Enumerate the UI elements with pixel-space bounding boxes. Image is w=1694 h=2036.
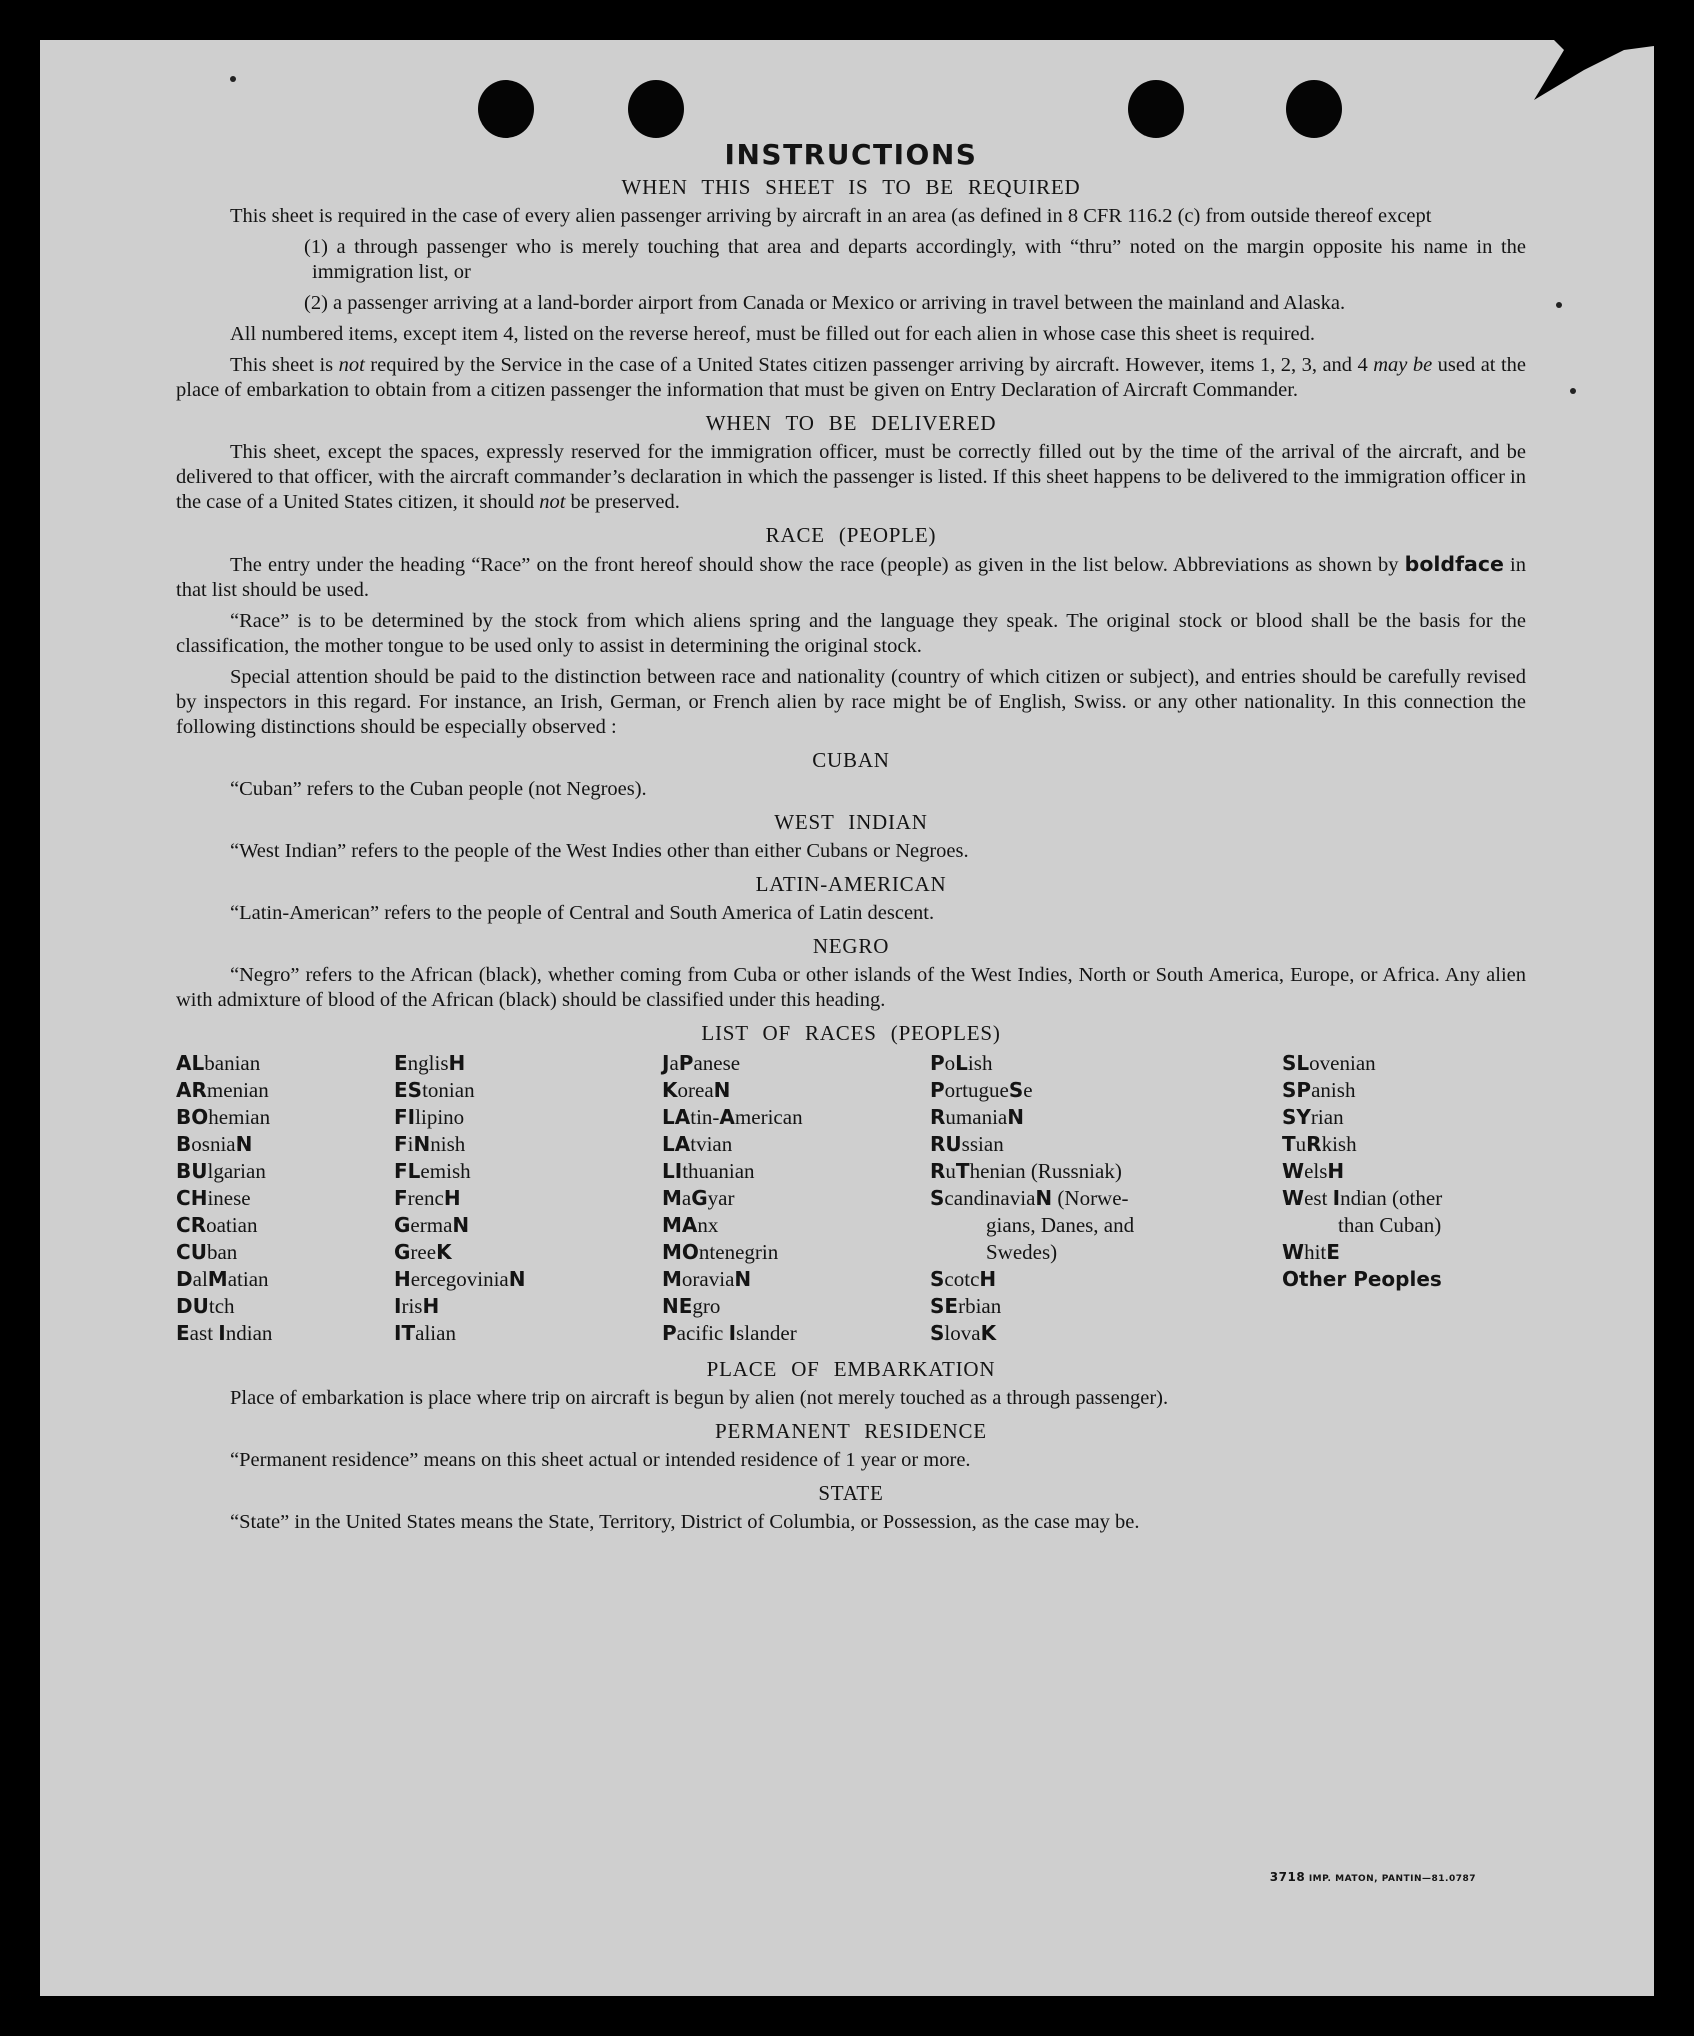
speck [1570, 388, 1576, 394]
printer-mark: IMP. MATON, PANTIN—81.0787 [1308, 1874, 1476, 1884]
list-item: (1) a through passenger who is merely touching that area and departs accordingly, with “thru” noted on the margin opposite his name in the immigration list, or [304, 236, 1526, 283]
list-item: (2) a passenger arriving at a land-border airport from Canada or Mexico or arriving in travel between the mainland and Alaska. [304, 292, 1346, 314]
race-entry: BOhemian [176, 1105, 271, 1129]
race-entry: MaGyar [662, 1186, 735, 1210]
race-entry: EStonian [394, 1078, 475, 1102]
heading-list-of-races: LIST OF RACES (PEOPLES) [701, 1021, 1001, 1045]
paragraph [176, 440, 1526, 515]
race-column [176, 1050, 394, 1347]
speck [1556, 302, 1562, 308]
race-entry: LAtin-American [662, 1105, 803, 1129]
race-entry: SErbian [930, 1294, 1002, 1318]
paragraph: All numbered items, except item 4, listed on the reverse hereof, must be filled out for each alien in whose case this sheet is required. [230, 323, 1316, 345]
race-entry: LIthuanian [662, 1159, 755, 1183]
speck [230, 76, 236, 82]
race-entry: than Cuban) [1338, 1213, 1442, 1237]
race-entry: MoraviaN [662, 1267, 752, 1291]
heading-cuban: CUBAN [812, 748, 890, 772]
bold-run: boldface [1404, 552, 1504, 576]
paragraph [176, 552, 1526, 603]
race-column [662, 1050, 930, 1347]
race-entry: ALbanian [176, 1051, 261, 1075]
race-entry: JaPanese [662, 1051, 741, 1075]
race-entry: ScotcH [930, 1267, 997, 1291]
paragraph: “West Indian” refers to the people of the West Indies other than either Cubans or Negroes. [230, 840, 969, 862]
heading-state: STATE [818, 1481, 884, 1505]
race-entry: RuThenian (Russniak) [930, 1159, 1122, 1183]
text-run: required by the Service in the case of a United States citizen passenger arriving by aircraft. However, items 1, 2, 3, and 4 [364, 354, 1374, 376]
race-entry: Pacific Islander [662, 1321, 797, 1345]
paragraph: “Negro” refers to the African (black), whether coming from Cuba or other islands of the West Indies, North or South America, Europe, or Africa. Any alien with admixture of blood of the African (black) should be classified under this heading. [176, 964, 1526, 1011]
race-entry: FIlipino [394, 1105, 465, 1129]
race-list [176, 1050, 1526, 1347]
race-entry: MAnx [662, 1213, 719, 1237]
race-entry: DalMatian [176, 1267, 269, 1291]
race-entry: Other Peoples [1282, 1267, 1442, 1291]
text-run: used at the place of embarkation to obtain from a citizen passenger the information that must be given on Entry Declaration of Aircraft Commander. [176, 354, 1526, 401]
heading-latin-american: LATIN-AMERICAN [755, 872, 947, 896]
document-sheet [40, 40, 1654, 1996]
text-run: This sheet, except the spaces, expressly reserved for the immigration officer, must be correctly filled out by the time of the arrival of the aircraft, and be delivered to that officer, with the aircraft commander’s declaration in which the passenger is listed. If this sheet happens to be delivered to the immigration officer in the case of a United States citizen, it should [176, 441, 1526, 513]
race-entry: IrisH [394, 1294, 440, 1318]
race-entry: BosniaN [176, 1132, 253, 1156]
race-entry: PoLish [930, 1051, 993, 1075]
race-entry: West Indian (other [1282, 1186, 1443, 1210]
race-entry: FrencH [394, 1186, 461, 1210]
race-entry: LAtvian [662, 1132, 733, 1156]
paragraph: “Latin-American” refers to the people of Central and South America of Latin descent. [230, 902, 935, 924]
italic-run: may be [1373, 354, 1433, 376]
race-entry: ARmenian [176, 1078, 269, 1102]
race-entry: DUtch [176, 1294, 235, 1318]
race-entry: RumaniaN [930, 1105, 1024, 1129]
paragraph: “Race” is to be determined by the stock from which aliens spring and the language they speak. The original stock or blood shall be the basis for the classification, the mother tongue to be used only to assist in determining the original stock. [176, 610, 1526, 657]
paragraph: Place of embarkation is place where trip on aircraft is begun by alien (not merely touched as a through passenger). [230, 1387, 1169, 1409]
race-entry: RUssian [930, 1132, 1004, 1156]
race-entry: HercegoviniaN [394, 1267, 526, 1291]
paragraph: This sheet is required in the case of every alien passenger arriving by aircraft in an area (as defined in 8 CFR 116.2 (c) from outside thereof except [230, 205, 1432, 227]
race-entry: MOntenegrin [662, 1240, 779, 1264]
text-run: in that list should be used. [176, 554, 1526, 601]
text-run: The entry under the heading “Race” on the front hereof should show the race (people) as given in the list below. Abbreviations as shown by [230, 554, 1405, 576]
race-entry: ITalian [394, 1321, 456, 1345]
heading-embarkation: PLACE OF EMBARKATION [706, 1357, 996, 1381]
instructions-content [176, 112, 1526, 1541]
race-entry: gians, Danes, and [986, 1213, 1135, 1237]
race-entry: PortugueSe [930, 1078, 1033, 1102]
heading-race: RACE (PEOPLE) [765, 523, 937, 547]
heading-west-indian: WEST INDIAN [774, 810, 928, 834]
paragraph: “Permanent residence” means on this sheet actual or intended residence of 1 year or more. [230, 1449, 971, 1471]
race-entry: GermaN [394, 1213, 470, 1237]
race-entry: ScandinaviaN (Norwe- [930, 1186, 1129, 1210]
race-entry: SLovenian [1282, 1051, 1376, 1075]
race-column [394, 1050, 662, 1347]
race-entry: BUlgarian [176, 1159, 266, 1183]
race-entry: FiNnish [394, 1132, 466, 1156]
italic-run: not [539, 491, 566, 513]
italic-run: not [338, 354, 365, 376]
race-entry: SPanish [1282, 1078, 1356, 1102]
race-entry: GreeK [394, 1240, 452, 1264]
paragraph: “Cuban” refers to the Cuban people (not Negroes). [230, 778, 647, 800]
text-run: be preserved. [565, 491, 680, 513]
paragraph: Special attention should be paid to the distinction between race and nationality (country of which citizen or subject), and entries should be carefully revised by inspectors in this regard. For instance, an Irish, German, or French alien by race might be of English, Swiss. or any other nationality. In this connection the following distinctions should be especially observed : [176, 666, 1526, 738]
race-entry: SYrian [1282, 1105, 1344, 1129]
page-title: INSTRUCTIONS [724, 138, 978, 171]
race-entry: WhitE [1282, 1240, 1340, 1264]
form-number: 3718 [1269, 1870, 1306, 1884]
race-entry: SlovaK [930, 1321, 997, 1345]
heading-negro: NEGRO [812, 934, 890, 958]
race-entry: EnglisH [394, 1051, 466, 1075]
race-entry: CRoatian [176, 1213, 258, 1237]
race-entry: NEgro [662, 1294, 721, 1318]
race-entry: CHinese [176, 1186, 251, 1210]
race-entry: FLemish [394, 1159, 471, 1183]
race-entry: CUban [176, 1240, 238, 1264]
text-run: This sheet is [230, 354, 339, 376]
race-entry: Swedes) [986, 1240, 1058, 1264]
heading-required: WHEN THIS SHEET IS TO BE REQUIRED [621, 175, 1081, 199]
paragraph: “State” in the United States means the State, Territory, District of Columbia, or Possession, as the case may be. [230, 1511, 1140, 1533]
heading-delivered: WHEN TO BE DELIVERED [705, 411, 997, 435]
paragraph [176, 353, 1526, 403]
torn-corner [1494, 40, 1654, 110]
heading-residence: PERMANENT RESIDENCE [715, 1419, 987, 1443]
form-footer [1270, 1870, 1476, 1884]
race-column [930, 1050, 1282, 1347]
race-entry: TuRkish [1282, 1132, 1357, 1156]
race-entry: KoreaN [662, 1078, 731, 1102]
race-entry: WelsH [1282, 1159, 1345, 1183]
race-entry: East Indian [176, 1321, 273, 1345]
race-column [1282, 1050, 1526, 1347]
